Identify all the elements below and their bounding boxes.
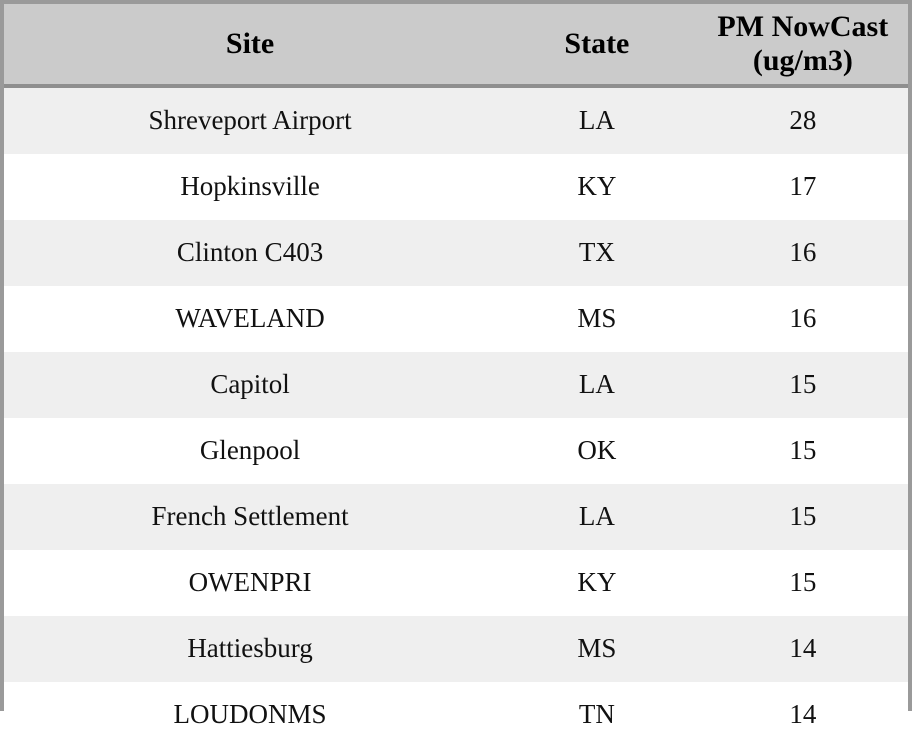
table-row [4, 418, 908, 484]
table-row [4, 616, 908, 682]
cell-value: 16 [698, 286, 908, 352]
cell-state: LA [496, 86, 698, 154]
cell-site: OWENPRI [4, 550, 496, 616]
cell-value: 15 [698, 484, 908, 550]
cell-site: Hattiesburg [4, 616, 496, 682]
cell-state: KY [496, 550, 698, 616]
column-header-state: State [496, 4, 698, 86]
cell-site: Clinton C403 [4, 220, 496, 286]
pm-nowcast-table [4, 4, 908, 748]
cell-value: 14 [698, 616, 908, 682]
cell-site: Capitol [4, 352, 496, 418]
cell-site: Glenpool [4, 418, 496, 484]
cell-site: French Settlement [4, 484, 496, 550]
cell-site: Hopkinsville [4, 154, 496, 220]
table-body [4, 86, 908, 748]
table-row [4, 484, 908, 550]
table-header [4, 4, 908, 86]
cell-state: TN [496, 682, 698, 748]
cell-site: WAVELAND [4, 286, 496, 352]
column-header-site: Site [4, 4, 496, 86]
table-row [4, 220, 908, 286]
table-row [4, 682, 908, 748]
cell-value: 28 [698, 86, 908, 154]
column-header-pm-nowcast: PM NowCast (ug/m3) [698, 4, 908, 86]
table-row [4, 286, 908, 352]
cell-value: 14 [698, 682, 908, 748]
cell-value: 15 [698, 550, 908, 616]
cell-state: TX [496, 220, 698, 286]
table-row [4, 86, 908, 154]
cell-state: KY [496, 154, 698, 220]
cell-value: 15 [698, 418, 908, 484]
cell-value: 16 [698, 220, 908, 286]
cell-site: Shreveport Airport [4, 86, 496, 154]
cell-state: LA [496, 352, 698, 418]
table-row [4, 550, 908, 616]
cell-state: LA [496, 484, 698, 550]
table-row [4, 352, 908, 418]
cell-value: 17 [698, 154, 908, 220]
cell-state: MS [496, 616, 698, 682]
table-header-row [4, 4, 908, 86]
cell-site: LOUDONMS [4, 682, 496, 748]
cell-state: MS [496, 286, 698, 352]
cell-state: OK [496, 418, 698, 484]
table-row [4, 154, 908, 220]
cell-value: 15 [698, 352, 908, 418]
